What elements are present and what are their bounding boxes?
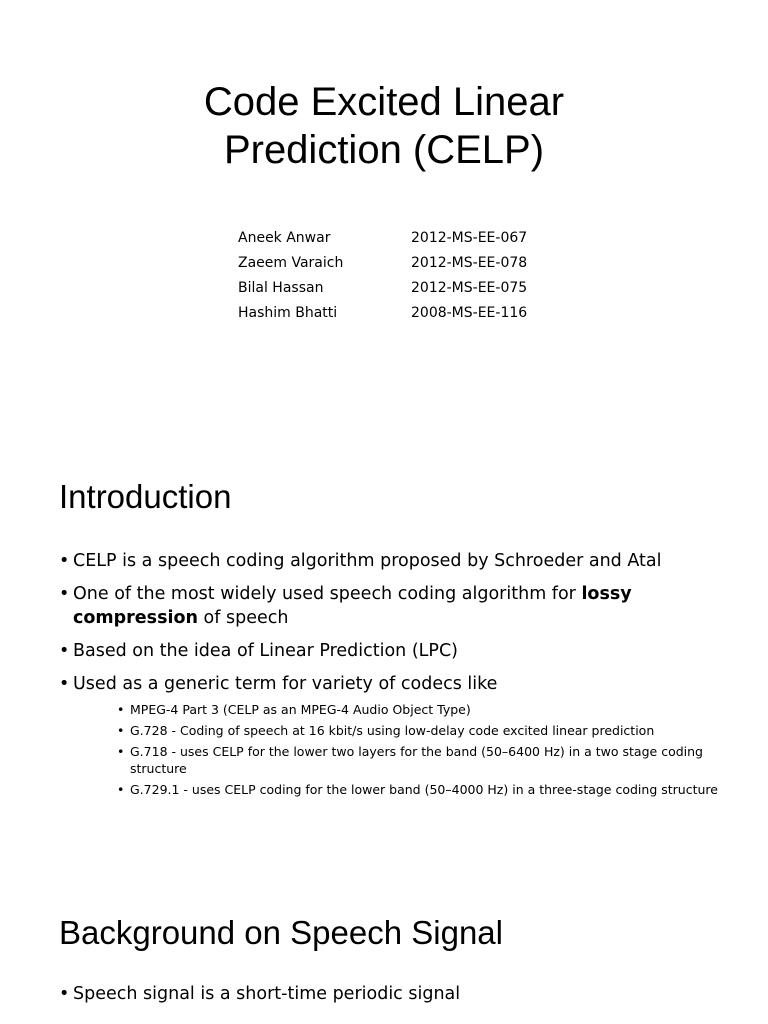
author-row [238,226,527,251]
author-row [238,276,527,301]
bullet-list [59,549,739,807]
title-slide [0,0,768,440]
bullet-item [59,582,739,630]
author-id: 2012-MS-EE-078 [411,255,528,271]
sub-bullet-item [73,701,739,718]
bullet-item [59,549,739,573]
bullet-marker: • [59,551,70,571]
bullet-item [59,982,739,1006]
bullet-marker: • [117,744,125,759]
author-id: 2012-MS-EE-075 [411,280,528,296]
author-list [238,226,527,326]
author-id: 2012-MS-EE-067 [411,230,528,246]
background-slide [0,856,768,1024]
introduction-slide [0,440,768,856]
author-id: 2008-MS-EE-116 [411,305,528,321]
title-line-2: Prediction (CELP) [223,128,545,172]
bullet-item [59,639,739,663]
bullet-marker: • [59,641,70,661]
author-row [238,251,527,276]
bullet-bold-text: lossy compression [73,584,632,628]
bullet-marker: • [117,702,125,717]
presentation-title [0,78,768,174]
sub-bullet-text: G.728 - Coding of speech at 16 kbit/s using low-delay code excited linear prediction [130,723,655,738]
bullet-text: Speech signal is a short-time periodic signal [73,984,461,1004]
author-name: Aneek Anwar [238,230,331,246]
author-row [238,301,527,326]
sub-bullet-item [73,722,739,739]
bullet-marker: • [117,782,125,797]
sub-bullet-text: G.729.1 - uses CELP coding for the lower band (50–4000 Hz) in a three-stage coding structure [130,782,718,797]
bullet-marker: • [59,584,70,604]
author-name: Bilal Hassan [238,280,324,296]
bullet-list [59,982,739,1015]
bullet-text: Based on the idea of Linear Prediction (LPC) [73,641,459,661]
sub-bullet-text: MPEG-4 Part 3 (CELP as an MPEG-4 Audio Object Type) [130,702,471,717]
title-line-1: Code Excited Linear [203,80,565,124]
bullet-marker: • [117,723,125,738]
bullet-item [59,672,739,798]
slide-title: Background on Speech Signal [59,914,503,951]
author-name: Zaeem Varaich [238,255,344,271]
slide-title: Introduction [59,478,232,515]
author-name: Hashim Bhatti [238,305,338,321]
bullet-marker: • [59,674,70,694]
bullet-marker: • [59,984,70,1004]
sub-bullet-item [73,743,739,777]
bullet-text: One of the most widely used speech coding algorithm for [73,584,582,604]
bullet-text: Used as a generic term for variety of codecs like [73,674,498,694]
sub-bullet-item [73,781,739,798]
bullet-text: of speech [197,608,289,628]
sub-bullet-list [73,701,739,798]
sub-bullet-text: G.718 - uses CELP for the lower two layers for the band (50–6400 Hz) in a two stage coding structure [130,744,703,776]
bullet-text: CELP is a speech coding algorithm proposed by Schroeder and Atal [73,551,662,571]
